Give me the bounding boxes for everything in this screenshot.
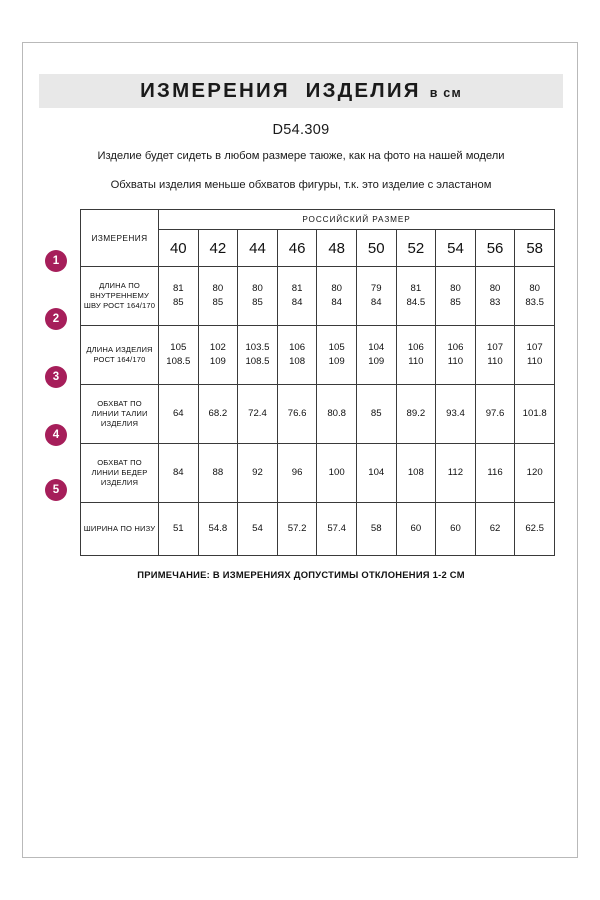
cell-2-3: 76.6 — [277, 385, 317, 444]
cell-1-8: 107 110 — [475, 326, 515, 385]
page-title: ИЗМЕРЕНИЯ ИЗДЕЛИЯ — [140, 79, 421, 102]
cell-1-4: 105 109 — [317, 326, 357, 385]
cell-3-4: 100 — [317, 444, 357, 503]
cell-1-9: 107 110 — [515, 326, 555, 385]
cell-1-5: 104 109 — [356, 326, 396, 385]
cell-3-5: 104 — [356, 444, 396, 503]
table-row — [81, 385, 555, 444]
cell-3-6: 108 — [396, 444, 436, 503]
table-row — [81, 503, 555, 556]
note-fit: Изделие будет сидеть в любом размере таюже, как на фото на нашей модели — [97, 150, 505, 162]
table-row — [81, 326, 555, 385]
row-label-0: ДЛИНА ПО ВНУТРЕННЕМУ ШВУ РОСТ 164/170 — [81, 267, 159, 326]
cell-0-0: 81 85 — [159, 267, 199, 326]
cell-3-3: 96 — [277, 444, 317, 503]
cell-0-2: 80 85 — [238, 267, 278, 326]
cell-4-2: 54 — [238, 503, 278, 556]
document-content — [23, 43, 579, 580]
measurements-table — [80, 209, 555, 556]
cell-2-8: 97.6 — [475, 385, 515, 444]
size-col-2: 44 — [238, 230, 278, 267]
cell-2-0: 64 — [159, 385, 199, 444]
note-elastane: Обхваты изделия меньше обхватов фигуры, т.к. это изделие с эластаном — [110, 179, 492, 192]
cell-4-4: 57.4 — [317, 503, 357, 556]
cell-3-8: 116 — [475, 444, 515, 503]
measurements-table-wrap — [23, 209, 579, 556]
row-bullet-4: 4 — [45, 424, 67, 446]
cell-3-1: 88 — [198, 444, 238, 503]
row-bullet-1: 1 — [45, 250, 67, 272]
cell-4-8: 62 — [475, 503, 515, 556]
size-col-4: 48 — [317, 230, 357, 267]
cell-2-2: 72.4 — [238, 385, 278, 444]
cell-1-7: 106 110 — [436, 326, 476, 385]
cell-1-2: 103.5 108.5 — [238, 326, 278, 385]
row-bullet-3: 3 — [45, 366, 67, 388]
document-page — [22, 42, 578, 858]
cell-4-5: 58 — [356, 503, 396, 556]
cell-3-2: 92 — [238, 444, 278, 503]
row-label-3: ОБХВАТ ПО ЛИНИИ БЕДЕР ИЗДЕЛИЯ — [81, 444, 159, 503]
cell-1-1: 102 109 — [198, 326, 238, 385]
cell-4-3: 57.2 — [277, 503, 317, 556]
table-row — [81, 444, 555, 503]
size-col-5: 50 — [356, 230, 396, 267]
size-col-3: 46 — [277, 230, 317, 267]
cell-4-9: 62.5 — [515, 503, 555, 556]
cell-0-9: 80 83.5 — [515, 267, 555, 326]
cell-3-9: 120 — [515, 444, 555, 503]
cell-3-7: 112 — [436, 444, 476, 503]
title-unit: в см — [429, 86, 462, 100]
cell-1-0: 105 108.5 — [159, 326, 199, 385]
cell-3-0: 84 — [159, 444, 199, 503]
row-bullet-2: 2 — [45, 308, 67, 330]
footer-note: ПРИМЕЧАНИЕ: В ИЗМЕРЕНИЯХ ДОПУСТИМЫ ОТКЛОНЕНИЯ 1-2 СМ — [137, 569, 465, 581]
size-col-6: 52 — [396, 230, 436, 267]
size-col-1: 42 — [198, 230, 238, 267]
cell-2-9: 101.8 — [515, 385, 555, 444]
cell-2-7: 93.4 — [436, 385, 476, 444]
table-row — [81, 267, 555, 326]
size-col-7: 54 — [436, 230, 476, 267]
row-bullet-5: 5 — [45, 479, 67, 501]
cell-1-3: 106 108 — [277, 326, 317, 385]
cell-4-1: 54.8 — [198, 503, 238, 556]
cell-4-6: 60 — [396, 503, 436, 556]
row-label-4: ШИРИНА ПО НИЗУ — [81, 503, 159, 556]
cell-0-1: 80 85 — [198, 267, 238, 326]
cell-0-4: 80 84 — [317, 267, 357, 326]
size-col-9: 58 — [515, 230, 555, 267]
header-measurements: ИЗМЕРЕНИЯ — [81, 210, 159, 267]
cell-2-6: 89.2 — [396, 385, 436, 444]
cell-0-8: 80 83 — [475, 267, 515, 326]
cell-4-0: 51 — [159, 503, 199, 556]
cell-0-6: 81 84.5 — [396, 267, 436, 326]
cell-0-7: 80 85 — [436, 267, 476, 326]
cell-2-5: 85 — [356, 385, 396, 444]
cell-2-4: 80.8 — [317, 385, 357, 444]
title-band — [39, 74, 563, 108]
cell-0-3: 81 84 — [277, 267, 317, 326]
cell-1-6: 106 110 — [396, 326, 436, 385]
table-header-group-row — [81, 210, 555, 230]
header-russian-size: РОССИЙСКИЙ РАЗМЕР — [159, 210, 555, 230]
size-col-0: 40 — [159, 230, 199, 267]
cell-4-7: 60 — [436, 503, 476, 556]
article-number: D54.309 — [272, 122, 330, 138]
row-label-1: ДЛИНА ИЗДЕЛИЯ РОСТ 164/170 — [81, 326, 159, 385]
cell-0-5: 79 84 — [356, 267, 396, 326]
size-col-8: 56 — [475, 230, 515, 267]
row-label-2: ОБХВАТ ПО ЛИНИИ ТАЛИИ ИЗДЕЛИЯ — [81, 385, 159, 444]
cell-2-1: 68.2 — [198, 385, 238, 444]
